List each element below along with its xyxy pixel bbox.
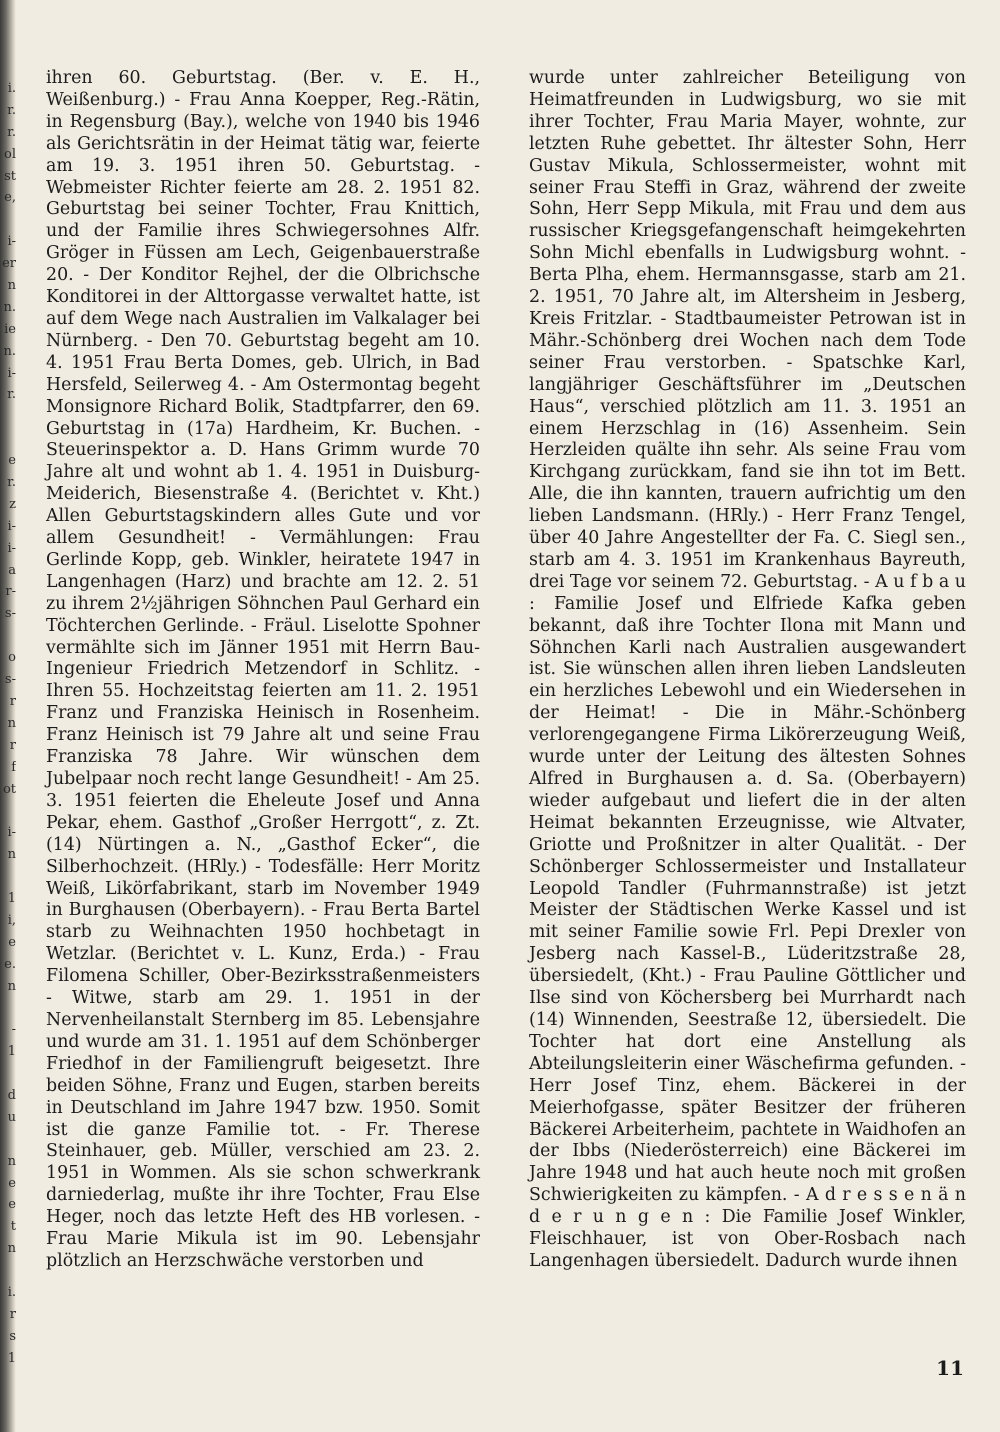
margin-fragment: 1 xyxy=(7,890,16,906)
text-column-right xyxy=(529,68,966,1273)
margin-fragment: e xyxy=(8,1175,16,1191)
margin-fragment: n xyxy=(7,278,16,294)
margin-fragment: e xyxy=(8,934,16,950)
previous-page-margin-fragments xyxy=(0,78,16,1370)
margin-fragment xyxy=(0,866,16,888)
margin-fragment: s xyxy=(9,1328,16,1344)
margin-fragment: e, xyxy=(4,190,16,206)
margin-fragment: r. xyxy=(7,124,16,140)
margin-fragment: e xyxy=(8,1197,16,1213)
margin-fragment: e xyxy=(8,453,16,469)
margin-fragment: r xyxy=(9,1306,16,1322)
margin-fragment: z xyxy=(9,496,16,512)
margin-fragment: i- xyxy=(7,825,16,841)
margin-fragment xyxy=(0,406,16,428)
margin-fragment: er xyxy=(2,256,16,272)
margin-fragment: s- xyxy=(4,672,16,688)
margin-fragment: u xyxy=(7,1109,16,1125)
margin-fragment: i- xyxy=(7,365,16,381)
margin-fragment: d xyxy=(7,1087,16,1103)
margin-fragment: r. xyxy=(7,475,16,491)
margin-fragment xyxy=(0,1129,16,1151)
margin-fragment: r. xyxy=(7,387,16,403)
margin-fragment: o xyxy=(8,650,16,666)
margin-fragment xyxy=(0,1260,16,1282)
margin-fragment: ie xyxy=(4,321,16,337)
margin-fragment: i. xyxy=(7,81,16,96)
margin-fragment: t xyxy=(10,1219,16,1235)
margin-fragment: i- xyxy=(7,518,16,534)
margin-fragment: n xyxy=(7,1241,16,1257)
margin-fragment xyxy=(0,997,16,1019)
margin-fragment: i. xyxy=(7,1284,16,1300)
margin-fragment xyxy=(0,800,16,822)
margin-fragment: 1 xyxy=(7,1044,16,1060)
margin-fragment: i- xyxy=(7,540,16,556)
margin-fragment: n xyxy=(7,847,16,863)
margin-fragment: - xyxy=(11,1022,16,1038)
margin-fragment: n xyxy=(7,715,16,731)
margin-fragment: r xyxy=(9,693,16,709)
margin-fragment: f xyxy=(11,759,16,775)
margin-fragment: r xyxy=(9,737,16,753)
page-number: 11 xyxy=(936,1356,964,1380)
margin-fragment: n. xyxy=(3,343,16,359)
margin-fragment: n xyxy=(7,978,16,994)
margin-fragment: i- xyxy=(7,234,16,250)
margin-fragment: s- xyxy=(4,606,16,622)
margin-fragment xyxy=(0,625,16,647)
margin-fragment xyxy=(0,428,16,450)
margin-fragment: 1 xyxy=(7,1350,16,1366)
margin-fragment xyxy=(0,209,16,231)
margin-fragment: e. xyxy=(4,956,16,972)
margin-fragment: n xyxy=(7,1153,16,1169)
text-column-left xyxy=(46,68,480,1273)
margin-fragment: ot xyxy=(2,781,16,797)
right-column-text: wurde unter zahlreicher Beteiligung von Heimatfreunden in Ludwigsburg, wo sie mit ihrer Tochter, Frau Maria Mayer, wohnte, zur letzten Ruhe gebettet. Ihr ältester Sohn, Herr Gustav Mikula, Schlossermeister, wohnt mit seiner Frau Steffi in Graz, während der zweite Sohn, Herr Sepp Mikula, mit Frau und dem aus russischer Kriegsgefangenschaft heimgekehrten Sohn Michl ebenfalls in Ludwigsburg wohnt. - Berta Plha, ehem. Hermannsgasse, starb am 21. 2. 1951, 70 Jahre alt, im Altersheim in Jesberg, Kreis Fritzlar. - Stadtbaumeister Petrowan ist in Mähr.-Schönberg drei Wochen nach dem Tode seiner Frau verstorben. - Spatschke Karl, langjähriger Geschäftsführer im „Deutschen Haus“, verschied plötzlich am 11. 3. 1951 an einem Herzschlag in (16) Assenheim. Sein Herzleiden quälte ihn sehr. Als seine Frau vom Kirchgang zurückkam, fand sie ihn tot im Bett. Alle, die ihn kannten, trauern aufrichtig um den lieben Landsmann. (HRly.) - Herr Franz Tengel, über 40 Jahre Angestellter der Fa. C. Siegl sen., starb am 4. 3. 1951 im Krankenhaus Bayreuth, drei Tage vor seinem 72. Geburtstag. - A u f b a u : Familie Josef und Elfriede Kafka geben bekannt, daß ihre Tochter Ilona mit Mann und Söhnchen Karli nach Australien ausgewandert ist. Sie wünschen allen ihren lieben Landsleuten ein herzliches Lebewohl und ein Wiedersehen in der Heimat! - Die in Mähr.-Schönberg verlorengegangene Firma Likörerzeugung Weiß, wurde unter der Leitung des ältesten Sohnes Alfred in Burghausen a. d. Sa. (Oberbayern) wieder aufgebaut und liefert die in der alten Heimat bekannten Erzeugnisse, wie Altvater, Griotte und Proßnitzer in alter Qualität. - Der Schönberger Schlossermeister und Installateur Leopold Tandler (Fuhrmannstraße) ist jetzt Meister der Städtischen Werke Kassel und ist mit seiner Familie sowie Frl. Pepi Drexler von Jesberg nach Kassel-B., Lüderitzstraße 28, übersiedelt, (Kht.) - Frau Pauline Göttlicher und Ilse sind von Köchersberg bei Murrhardt nach (14) Winnenden, Seestraße 12, übersiedelt. Die Tochter hat dort eine Anstellung als Abteilungsleiterin einer Wäschefirma gefunden. - Herr Josef Tinz, ehem. Bäckerei in der Meierhofgasse, später Besitzer der früheren Bäckerei Arbeiterheim, pachtete in Waidhofen an der Ibbs (Niederösterreich) eine Bäckerei im Jahre 1948 und hat auch heute noch mit großen Schwierigkeiten zu kämpfen. - A d r e s s e n ä n d e r u n g e n : Die Familie Josef Winkler, Fleischhauer, ist von Ober-Rosbach nach Langenhagen übersiedelt. Dadurch wurde ihnen xyxy=(529,68,966,1271)
left-column-text: ihren 60. Geburtstag. (Ber. v. E. H., Weißenburg.) - Frau Anna Koepper, Reg.-Rätin, in Regensburg (Bay.), welche von 1940 bis 1946 als Gerichtsrätin in der Heimat tätig war, feierte am 19. 3. 1951 ihren 50. Geburtstag. - Webmeister Richter feierte am 28. 2. 1951 82. Geburtstag bei seiner Tochter, Frau Knittich, und der Familie ihres Schwiegersohnes Alfr. Gröger in Füssen am Lech, Geigenbauerstraße 20. - Der Konditor Rejhel, der die Olbrichsche Konditorei in der Alttorgasse verwaltet hatte, ist auf dem Wege nach Australien im Valkalager bei Nürnberg. - Den 70. Geburtstag begeht am 10. 4. 1951 Frau Berta Domes, geb. Ulrich, in Bad Hersfeld, Seilerweg 4. - Am Ostermontag begeht Monsignore Richard Bolik, Stadtpfarrer, den 69. Geburtstag in (17a) Hardheim, Kr. Buchen. - Steuerinspektor a. D. Hans Grimm wurde 70 Jahre alt und wohnt ab 1. 4. 1951 in Duisburg-Meiderich, Biesenstraße 4. (Berichtet v. Kht.) Allen Geburtstagskindern alles Gute und vor allem Gesundheit! - Vermählungen: Frau Gerlinde Kopp, geb. Winkler, heiratete 1947 in Langenhagen (Harz) und brachte am 12. 2. 51 zu ihrem 2½jährigen Söhnchen Paul Gerhard ein Töchterchen Gerlinde. - Fräul. Liselotte Spohner vermählte sich im Jänner 1951 mit Herrn Bau-Ingenieur Friedrich Metzendorf in Schlitz. - Ihren 55. Hochzeitstag feierten am 11. 2. 1951 Franz und Franziska Heinisch in Rosenheim. Franz Heinisch ist 79 Jahre alt und seine Frau Franziska 78 Jahre. Wir wünschen dem Jubelpaar noch recht lange Gesundheit! - Am 25. 3. 1951 feierten die Eheleute Josef und Anna Pekar, ehem. Gasthof „Großer Herrgott“, z. Zt. (14) Nürtingen a. N., „Gasthof Ecker“, die Silberhochzeit. (HRly.) - Todesfälle: Herr Moritz Weiß, Likörfabrikant, starb im November 1949 in Burghausen (Oberbayern). - Frau Berta Bartel starb zu Weihnachten 1950 hochbetagt in Wetzlar. (Berichtet v. L. Kunz, Erda.) - Frau Filomena Schiller, Ober-Bezirksstraßenmeisters - Witwe, starb am 29. 1. 1951 in der Nervenheilanstalt Sternberg im 85. Lebensjahre und wurde am 31. 1. 1951 auf dem Schönberger Friedhof in der Familiengruft beigesetzt. Ihre beiden Söhne, Franz und Eugen, starben bereits in Deutschland im Jahre 1947 bzw. 1950. Somit ist die ganze Familie tot. - Fr. Therese Steinhauer, geb. Müller, verschied am 23. 2. 1951 in Wommen. Als sie schon schwerkrank darniederlag, mußte ihr ihre Tochter, Frau Else Heger, noch das letzte Heft des HB vorlesen. - Frau Marie Mikula ist im 90. Lebensjahr plötzlich an Herzschwäche verstorben und xyxy=(46,68,480,1271)
margin-fragment: i, xyxy=(7,912,16,928)
margin-fragment: r. xyxy=(7,102,16,118)
margin-fragment xyxy=(0,1063,16,1085)
margin-fragment: a xyxy=(8,562,16,578)
margin-fragment: r- xyxy=(5,584,16,600)
margin-fragment: st xyxy=(4,168,16,184)
margin-fragment: ol xyxy=(4,146,16,162)
margin-fragment: n. xyxy=(3,299,16,315)
